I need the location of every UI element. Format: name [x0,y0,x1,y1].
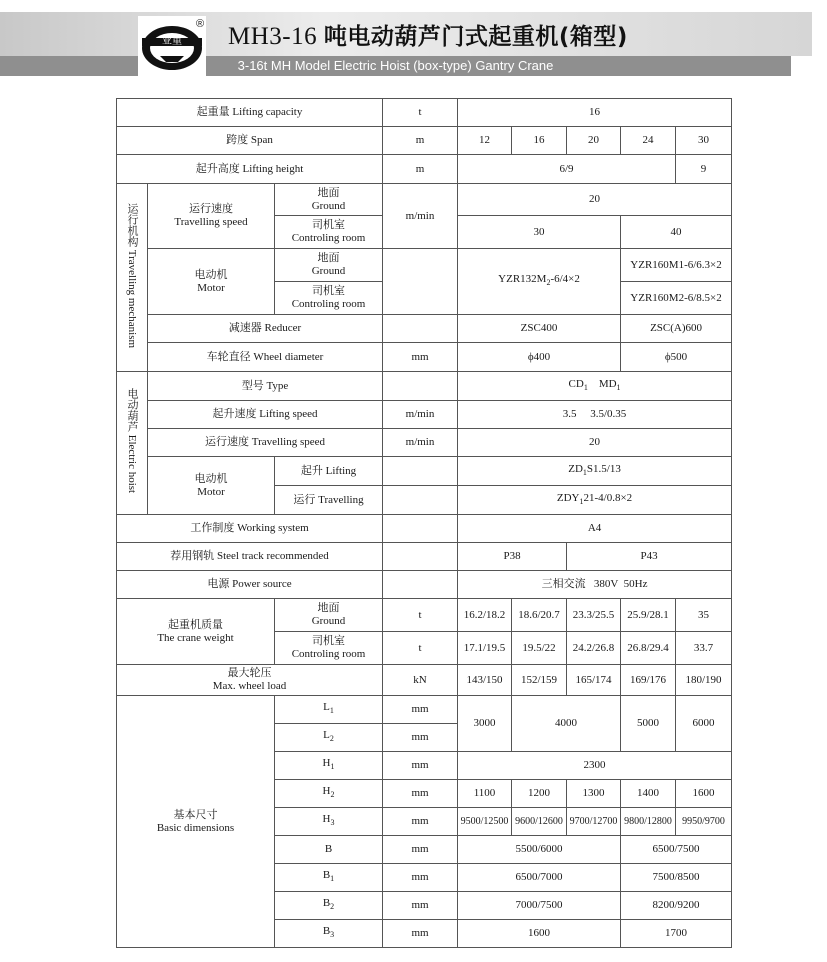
dim-h2: $H_2$ [275,780,383,808]
label-lifting: 起升 Lifting [275,457,383,486]
value-cell: 9700/12700 [567,808,621,836]
label-basic-dimensions: 基本尺寸 Basic dimensions [117,696,275,948]
unit-cell [383,543,458,571]
unit-cell: t [383,599,458,632]
label-ground: 地面 Ground [275,184,383,216]
label-cab: 司机室 Controling room [275,282,383,315]
dim-b1: $B_1$ [275,864,383,892]
row-wheel-diameter [117,343,732,372]
label-ground: 地面 Ground [275,599,383,632]
value-cell: 3.5 3.5/0.35 [458,401,732,429]
page-subtitle: 3-16t MH Model Electric Hoist (box-type) Gantry Crane [237,58,554,73]
value-cell: 16 [512,127,567,155]
value-cell: 7000/7500 [458,892,621,920]
value-cell: 20 [458,184,732,216]
group-electric-hoist: 电动葫芦 Electric hoist [117,372,148,515]
value-cell: 152/159 [512,665,567,696]
unit-cell: mm [383,836,458,864]
unit-cell: mm [383,696,458,724]
unit-cell: mm [383,892,458,920]
label-span: 跨度 Span [117,127,383,155]
unit-cell: mm [383,864,458,892]
value-cell: 16 [458,99,732,127]
label-hoist-motor: 电动机 Motor [148,457,275,515]
row-hoist-type [117,372,732,401]
value-cell: 7500/8500 [621,864,732,892]
dim-b: B [275,836,383,864]
label-cab: 司机室 Controling room [275,632,383,665]
row-weight-ground [117,599,732,632]
spec-table [116,98,732,948]
dim-l2: $L_2$ [275,724,383,752]
unit-cell [383,372,458,401]
value-cell: 9500/12500 [458,808,512,836]
value-cell: 9600/12600 [512,808,567,836]
value-cell: $ZD_1S1.5/13$ [458,457,732,486]
value-cell: 2300 [458,752,732,780]
label-travelling: 运行 Travelling [275,486,383,515]
value-cell: P38 [458,543,567,571]
registered-mark: ® [196,18,205,30]
row-power-source [117,571,732,599]
value-cell: 30 [676,127,732,155]
label-lifting-height: 起升高度 Lifting height [117,155,383,184]
value-cell: 9950/9700 [676,808,732,836]
label-lifting-capacity: 起重量 Lifting capacity [117,99,383,127]
row-span [117,127,732,155]
value-cell: 4000 [512,696,621,752]
value-cell: ZSC(A)600 [621,315,732,343]
unit-cell [383,249,458,315]
unit-cell: kN [383,665,458,696]
unit-cell: mm [383,780,458,808]
value-cell: 19.5/22 [512,632,567,665]
value-cell: ϕ500 [621,343,732,372]
unit-cell [383,571,458,599]
value-cell: 23.3/25.5 [567,599,621,632]
value-cell: 33.7 [676,632,732,665]
value-cell: 169/176 [621,665,676,696]
group-travelling-mechanism: 运行机构 Travelling mechanism [117,184,148,372]
row-lifting-height [117,155,732,184]
unit-cell: t [383,632,458,665]
row-dim-l1 [117,696,732,724]
unit-cell [383,457,458,486]
value-cell: 1400 [621,780,676,808]
value-cell: 24.2/26.8 [567,632,621,665]
value-cell: P43 [567,543,732,571]
value-cell: 180/190 [676,665,732,696]
value-cell: $YZR132M_2-6/4\times 2$ [458,249,621,315]
dim-b3: $B_3$ [275,920,383,948]
unit-cell: t [383,99,458,127]
label-crane-weight: 起重机质量 The crane weight [117,599,275,665]
label-power-source: 电源 Power source [117,571,383,599]
label-travel-speed: 运行速度 Travelling speed [148,184,275,249]
unit-cell [383,515,458,543]
label-hoist-lifting-speed: 起升速度 Lifting speed [148,401,383,429]
label-travel-motor: 电动机 Motor [148,249,275,315]
value-cell: 6/9 [458,155,676,184]
value-cell: 12 [458,127,512,155]
row-working-system [117,515,732,543]
value-cell: 30 [458,216,621,249]
value-cell: 20 [458,429,732,457]
unit-cell: mm [383,808,458,836]
label-cab: 司机室 Controling room [275,216,383,249]
value-cell: ZSC400 [458,315,621,343]
value-cell: 25.9/28.1 [621,599,676,632]
label-ground: 地面 Ground [275,249,383,282]
row-steel-track [117,543,732,571]
label-hoist-travel-speed: 运行速度 Travelling speed [148,429,383,457]
unit-cell [383,486,458,515]
value-cell: 26.8/29.4 [621,632,676,665]
value-cell: 20 [567,127,621,155]
page-title: MH3-16 吨电动葫芦门式起重机(箱型) [228,23,628,50]
value-cell: 6500/7500 [621,836,732,864]
value-cell: 165/174 [567,665,621,696]
label-wheel-diameter: 车轮直径 Wheel diameter [148,343,383,372]
value-cell: 5500/6000 [458,836,621,864]
row-reducer [117,315,732,343]
value-cell: 16.2/18.2 [458,599,512,632]
value-cell: 35 [676,599,732,632]
dim-l1: $L_1$ [275,696,383,724]
unit-cell: mm [383,724,458,752]
row-travel-speed-ground [117,184,732,216]
unit-cell: mm [383,752,458,780]
row-wheel-load [117,665,732,696]
row-hoist-travel-speed [117,429,732,457]
unit-cell: m/min [383,429,458,457]
value-cell: YZR160M1-6/6.3×2 [621,249,732,282]
value-cell: 40 [621,216,732,249]
value-cell: 8200/9200 [621,892,732,920]
value-cell: 三相交流 380V 50Hz [458,571,732,599]
value-cell: 1100 [458,780,512,808]
svg-text:亚重: 亚重 [162,36,182,47]
value-cell: ϕ400 [458,343,621,372]
row-hoist-lifting-speed [117,401,732,429]
value-cell: 143/150 [458,665,512,696]
value-cell: 1600 [676,780,732,808]
row-hoist-motor-lifting [117,457,732,486]
value-cell: 9800/12800 [621,808,676,836]
value-cell: 1200 [512,780,567,808]
label-steel-track: 荐用钢轨 Steel track recommended [117,543,383,571]
row-travel-motor-ground [117,249,732,282]
value-cell: A4 [458,515,732,543]
value-cell: 9 [676,155,732,184]
value-cell: $CD_1$ $MD_1$ [458,372,732,401]
label-reducer: 减速器 Reducer [148,315,383,343]
value-cell: YZR160M2-6/8.5×2 [621,282,732,315]
row-lifting-capacity [117,99,732,127]
value-cell: 3000 [458,696,512,752]
unit-cell: mm [383,343,458,372]
value-cell: 6500/7000 [458,864,621,892]
value-cell: 5000 [621,696,676,752]
value-cell: 1300 [567,780,621,808]
value-cell: $ZDY_121-4/0.8\times 2$ [458,486,732,515]
label-hoist-type: 型号 Type [148,372,383,401]
unit-cell: m [383,127,458,155]
unit-cell [383,315,458,343]
value-cell: 24 [621,127,676,155]
label-working-system: 工作制度 Working system [117,515,383,543]
unit-cell: m/min [383,401,458,429]
value-cell: 6000 [676,696,732,752]
dim-h1: $H_1$ [275,752,383,780]
value-cell: 1600 [458,920,621,948]
value-cell: 17.1/19.5 [458,632,512,665]
unit-cell: m/min [383,184,458,249]
label-wheel-load: 最大轮压 Max. wheel load [117,665,383,696]
unit-cell: mm [383,920,458,948]
value-cell: 1700 [621,920,732,948]
dim-h3: $H_3$ [275,808,383,836]
dim-b2: $B_2$ [275,892,383,920]
value-cell: 18.6/20.7 [512,599,567,632]
unit-cell: m [383,155,458,184]
